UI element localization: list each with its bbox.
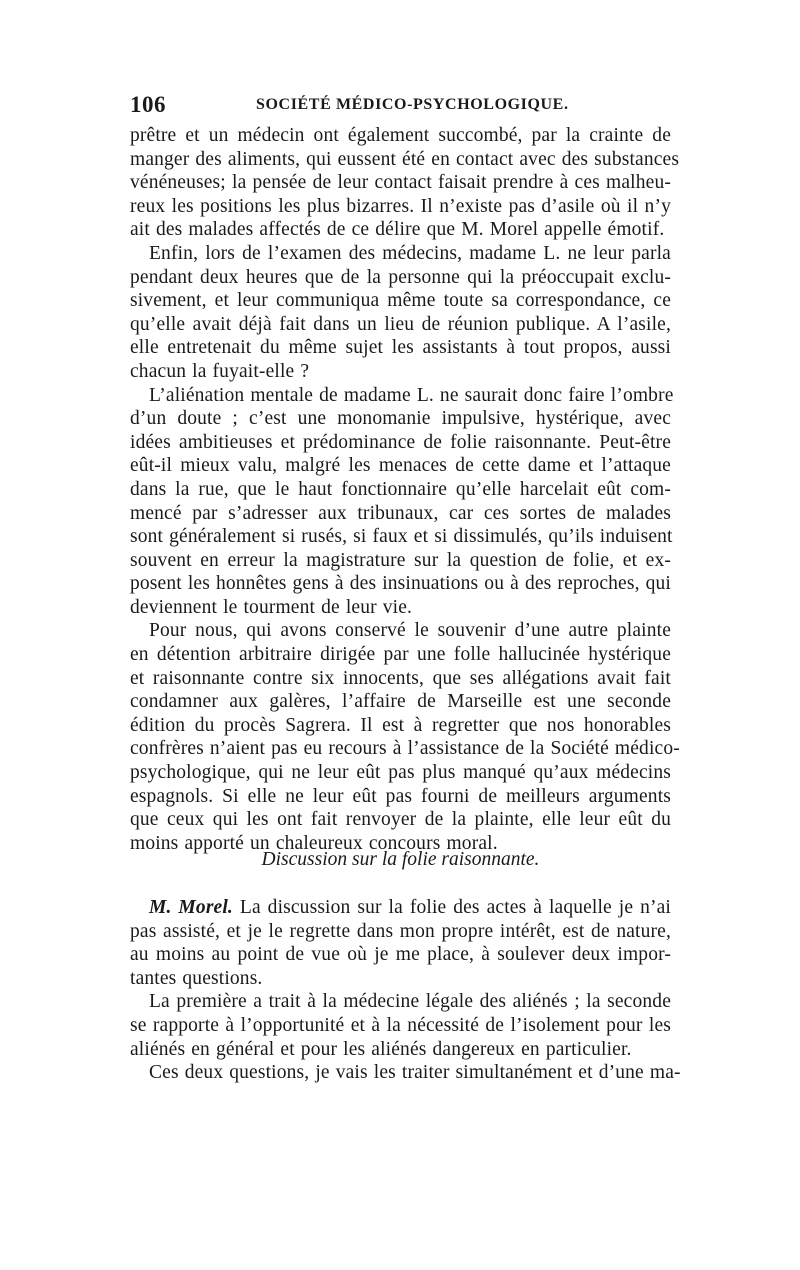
text-line: L’aliénation mentale de madame L. ne saurait donc faire l’ombre	[149, 384, 674, 406]
speaker-name: M. Morel.	[149, 897, 233, 918]
text-line: qu’elle avait déjà fait dans un lieu de réunion publique. A l’asile,	[130, 313, 671, 335]
text-line: que ceux qui les ont fait renvoyer de la plainte, elle leur eût du	[130, 809, 671, 831]
text-line	[130, 896, 671, 920]
text-line: eût-il mieux valu, malgré les menaces de cette dame et l’attaque	[130, 455, 671, 477]
text-line: se rapporte à l’opportunité et à la nécessité de l’isolement pour les	[130, 1014, 671, 1036]
text-line: tantes questions.	[130, 967, 263, 989]
text-line: confrères n’aient pas eu recours à l’assistance de la Société médico-	[130, 738, 680, 760]
text-line: vénéneuses; la pensée de leur contact faisait prendre à ces malheu-	[130, 172, 671, 194]
text-line: chacun la fuyait-elle ?	[130, 360, 310, 382]
discussion-text	[130, 896, 681, 1085]
text-line: condamner aux galères, l’affaire de Marseille est une seconde	[130, 691, 671, 713]
text-line: La première a trait à la médecine légale des aliénés ; la seconde	[149, 991, 671, 1013]
text-line: manger des aliments, qui eussent été en contact avec des substances	[130, 148, 680, 170]
text-line: Pour nous, qui avons conservé le souvenir d’une autre plainte	[149, 620, 671, 642]
text-line: pendant deux heures que de la personne qui la préoccupait exclu-	[130, 266, 671, 288]
text-line: espagnols. Si elle ne leur eût pas fourni de meilleurs arguments	[130, 785, 671, 807]
body-text	[130, 124, 680, 855]
running-head: SOCIÉTÉ MÉDICO-PSYCHOLOGIQUE.	[256, 96, 569, 113]
text-line: édition du procès Sagrera. Il est à regretter que nos honorables	[130, 714, 671, 736]
text-line: prêtre et un médecin ont également succombé, par la crainte de	[130, 125, 671, 146]
page-number: 106	[130, 92, 166, 117]
text-line: posent les honnêtes gens à des insinuations ou à des reproches, qui	[130, 573, 671, 595]
page-header	[130, 92, 670, 118]
text-line: pas assisté, et je le regrette dans mon propre intérêt, est de nature,	[130, 920, 671, 942]
text-line: dans la rue, que le haut fonctionnaire qu’elle harcelait eût com-	[130, 478, 671, 500]
text-line: en détention arbitraire dirigée par une folle hallucinée hystérique	[130, 644, 671, 666]
text-line: Enfin, lors de l’examen des médecins, madame L. ne leur parla	[149, 242, 671, 264]
text-line: mencé par s’adresser aux tribunaux, car ces sortes de malades	[130, 502, 671, 524]
text-line: ait des malades affectés de ce délire que M. Morel appelle émotif.	[130, 219, 665, 241]
text-line: psychologique, qui ne leur eût pas plus manqué qu’aux médecins	[130, 762, 671, 784]
text-line: au moins au point de vue où je me place, à soulever deux impor-	[130, 944, 671, 966]
text-line: idées ambitieuses et prédominance de folie raisonnante. Peut-être	[130, 431, 671, 453]
text-line: moins apporté un chaleureux concours moral.	[130, 832, 498, 854]
text-line: sivement, et leur communiqua même toute sa correspondance, ce	[130, 290, 671, 312]
text-line: elle entretenait du même sujet les assistants à tout propos, aussi	[130, 337, 671, 359]
text-line: aliénés en général et pour les aliénés dangereux en particulier.	[130, 1038, 632, 1060]
text-line: deviennent le tourment de leur vie.	[130, 596, 413, 618]
text-line: sont généralement si rusés, si faux et si dissimulés, qu’ils induisent	[130, 526, 673, 548]
text-line: et raisonnante contre six innocents, que ses allégations avait fait	[130, 667, 671, 689]
text-line: reux les positions les plus bizarres. Il n’existe pas d’asile où il n’y	[130, 195, 671, 217]
text-span: La discussion sur la folie des actes à laquelle je n’ai	[239, 897, 671, 918]
text-line: Ces deux questions, je vais les traiter simultanément et d’une ma-	[149, 1062, 681, 1084]
text-line: souvent en erreur la magistrature sur la question de folie, et ex-	[130, 549, 671, 571]
text-line: d’un doute ; c’est une monomanie impulsive, hystérique, avec	[130, 408, 671, 430]
section-heading: Discussion sur la folie raisonnante.	[261, 849, 540, 870]
